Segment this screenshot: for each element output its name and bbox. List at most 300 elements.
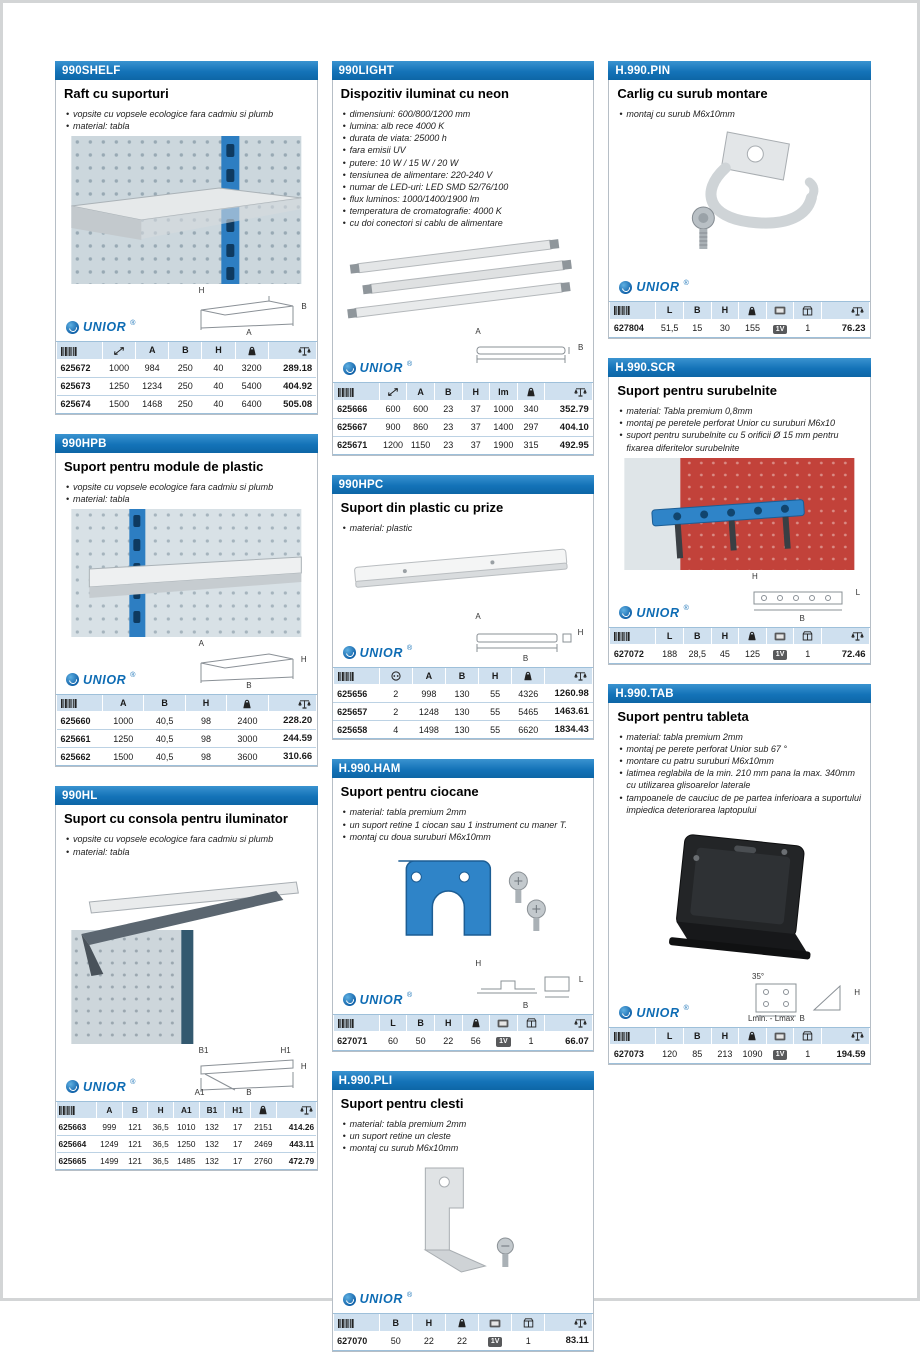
package-icon <box>517 1015 545 1032</box>
spec-value: 22 <box>423 1335 434 1346</box>
spec-value: 3600 <box>237 751 258 762</box>
product-row <box>333 400 593 418</box>
spec-value: 1485 <box>177 1156 196 1167</box>
spec-bullet: • fara emisii UV <box>342 144 586 156</box>
spec-value: 130 <box>445 703 478 721</box>
product-code: 990LIGHT <box>338 65 394 77</box>
spec-value: 2469 <box>250 1136 276 1153</box>
article-code: 625660 <box>57 712 103 730</box>
spec-value: 15 <box>692 323 703 334</box>
price-value: 228.20 <box>268 712 316 730</box>
spec-bullets <box>618 108 862 120</box>
article-code: 625661 <box>57 730 103 748</box>
dimension-label: H <box>198 286 205 296</box>
section-header-bar <box>55 61 318 80</box>
column-header: L <box>656 628 684 645</box>
product-row <box>333 1032 593 1050</box>
scales-icon <box>822 1028 870 1045</box>
spec-value: 600 <box>379 400 407 418</box>
barcode-icon <box>610 302 656 319</box>
section-body <box>608 703 871 1065</box>
spec-value: 36,5 <box>148 1136 174 1153</box>
product-photo <box>64 509 309 637</box>
unior-logo-icon <box>619 1006 632 1019</box>
section-body <box>608 80 871 339</box>
spec-value: 1150 <box>410 440 431 451</box>
registered-trademark: ® <box>406 992 413 1000</box>
spec-value: 98 <box>185 730 226 748</box>
spec-value: 6400 <box>241 399 262 410</box>
dimension-label: H <box>752 571 758 581</box>
column-header: B <box>144 695 185 712</box>
price-value: 76.23 <box>841 322 866 334</box>
price-value: 404.10 <box>545 418 593 436</box>
product-row <box>57 712 317 730</box>
product-photo <box>64 862 309 1044</box>
packaging-unit-icon <box>766 1028 794 1045</box>
column-header: B <box>407 1015 435 1032</box>
dimension-label: H <box>300 1061 307 1071</box>
scales-icon <box>545 1314 593 1331</box>
spec-value: 1249 <box>97 1136 123 1153</box>
barcode-icon <box>333 383 379 400</box>
dimension-diagram <box>748 571 861 623</box>
column-header: H <box>711 628 739 645</box>
dimension-diagram <box>195 638 307 690</box>
dimension-diagram <box>471 611 584 663</box>
article-code: 625663 <box>57 1119 97 1136</box>
barcode-icon <box>57 1102 97 1119</box>
column-header: L <box>379 1015 407 1032</box>
weight-icon <box>739 302 767 319</box>
price-value: 194.59 <box>836 1048 866 1060</box>
unior-logo <box>64 320 135 334</box>
unior-logo <box>64 673 135 687</box>
spec-value: 22 <box>443 1036 454 1047</box>
product-code: H.990.HAM <box>338 763 401 776</box>
unior-logo-icon <box>343 1293 356 1306</box>
section-body <box>608 377 871 665</box>
unior-logo-icon <box>343 362 356 375</box>
unior-logo-text: UNIOR <box>83 672 127 687</box>
product-row <box>57 730 317 748</box>
unior-logo <box>341 361 412 375</box>
spec-value: 45 <box>719 649 730 660</box>
price-value: 1463.61 <box>545 703 593 721</box>
section-body <box>55 805 318 1171</box>
price-value: 505.08 <box>283 398 313 410</box>
dimension-label: L <box>855 587 861 597</box>
column-middle <box>332 61 595 1352</box>
weight-icon <box>235 342 268 359</box>
spec-bullet: • temperatura de cromatografie: 4000 K <box>342 205 586 217</box>
section-h990tab <box>608 684 871 1065</box>
article-code: 627071 <box>337 1036 368 1047</box>
spec-bullet: • montaj cu surub M6x10mm <box>342 1142 586 1154</box>
spec-value: 121 <box>122 1119 148 1136</box>
column-left <box>55 61 318 1171</box>
weight-icon <box>445 1314 478 1331</box>
package-icon <box>794 1028 822 1045</box>
spec-value: 1499 <box>100 1156 119 1167</box>
price-value: 443.11 <box>276 1136 316 1153</box>
spec-value: 40 <box>202 359 235 377</box>
registered-trademark: ® <box>683 605 689 613</box>
packaging-type-badge: 1V <box>773 325 788 335</box>
scales-icon <box>545 383 593 400</box>
product-title: Suport pentru clesti <box>340 1095 464 1111</box>
ruler-icon <box>103 342 136 359</box>
spec-value: 6620 <box>518 724 539 735</box>
unior-logo-text: UNIOR <box>636 280 680 295</box>
spec-bullet: • material: tabla <box>65 846 309 858</box>
column-header: B <box>683 628 711 645</box>
section-body <box>55 453 318 768</box>
column-header: B <box>122 1102 148 1119</box>
column-header: H <box>412 1314 445 1331</box>
dimension-diagram <box>748 971 861 1023</box>
spec-value: 1250 <box>103 377 136 395</box>
product-row <box>57 1119 317 1136</box>
price-value: 472.79 <box>288 1156 315 1167</box>
spec-value: 315 <box>523 440 539 451</box>
spec-bullet: • material: tabla <box>65 493 309 505</box>
spec-value: 23 <box>443 440 454 451</box>
spec-value: 297 <box>517 418 545 436</box>
article-code: 625657 <box>333 703 379 721</box>
spec-value <box>766 319 794 337</box>
section-h990ham <box>332 759 595 1052</box>
product-table <box>56 694 317 767</box>
section-body <box>332 1090 595 1352</box>
product-table <box>609 301 870 338</box>
section-990shelf <box>55 61 318 415</box>
product-code: 990HPB <box>62 437 107 450</box>
product-row <box>333 436 593 454</box>
dimension-label: A <box>246 328 252 338</box>
spec-bullet: • latimea reglabila de la min. 210 mm pana la max. 340mm cu utilizarea glisoarelor laterale <box>618 767 862 791</box>
column-header: lm <box>490 383 518 400</box>
section-header-bar <box>55 434 318 453</box>
unior-logo-icon <box>66 321 79 334</box>
dimension-diagram <box>471 329 583 375</box>
article-code: 627073 <box>613 1049 644 1060</box>
article-code: 625664 <box>57 1136 97 1153</box>
unior-logo-icon <box>66 1080 79 1093</box>
spec-value: 23 <box>434 400 462 418</box>
spec-value: 1248 <box>412 703 445 721</box>
product-row <box>333 703 593 721</box>
spec-value: 23 <box>434 418 462 436</box>
package-icon <box>512 1314 545 1331</box>
section-header-bar <box>332 475 595 494</box>
registered-trademark: ® <box>406 645 413 653</box>
unior-logo-text: UNIOR <box>83 320 127 335</box>
spec-value: 40,5 <box>144 730 185 748</box>
spec-value: 132 <box>205 1156 219 1167</box>
column-header: B1 <box>199 1102 225 1119</box>
product-photo <box>617 458 862 570</box>
spec-value: 130 <box>445 685 478 703</box>
product-table <box>609 627 870 664</box>
price-value: 72.46 <box>841 648 866 660</box>
scales-icon <box>268 695 316 712</box>
dimension-label: H <box>300 654 307 664</box>
column-header: H <box>711 302 739 319</box>
spec-bullet: • vopsite cu vopsele ecologice fara cadmiu si plumb <box>65 481 309 493</box>
product-title: Suport pentru tableta <box>617 708 749 724</box>
spec-bullet: • suport pentru surubelnite cu 5 orificii Ø 15 mm pentru fixarea diferitelor surubelnite <box>618 429 862 453</box>
spec-bullet: • numar de LED-uri: LED SMD 52/76/100 <box>342 181 586 193</box>
product-row <box>610 319 870 337</box>
spec-bullet: • cu doi conectori si cablu de alimentare <box>342 217 586 229</box>
spec-value: 1234 <box>136 377 169 395</box>
spec-value: 1250 <box>173 1136 199 1153</box>
column-header: A <box>412 668 445 685</box>
price-value: 244.59 <box>268 730 316 748</box>
price-value: 83.11 <box>565 1335 589 1347</box>
product-table <box>333 667 594 740</box>
column-header: A <box>407 383 435 400</box>
spec-bullet: • flux luminos: 1000/1400/1900 lm <box>342 193 586 205</box>
unior-logo-text: UNIOR <box>636 1005 680 1020</box>
spec-value: 121 <box>122 1136 148 1153</box>
price-value: 404.92 <box>268 377 316 395</box>
product-table <box>609 1027 870 1064</box>
spec-value: 2400 <box>227 712 268 730</box>
column-header: H <box>148 1102 174 1119</box>
dimension-label: B <box>522 1000 529 1010</box>
spec-value: 40 <box>213 399 224 410</box>
section-990hpb <box>55 434 318 768</box>
product-row <box>57 748 317 766</box>
product-row <box>333 418 593 436</box>
spec-value: 900 <box>379 418 407 436</box>
ruler-icon <box>379 383 407 400</box>
dimension-label: B <box>799 1013 805 1023</box>
spec-bullet: • dimensiuni: 600/800/1200 mm <box>342 108 586 120</box>
spec-value: 1 <box>525 1335 531 1346</box>
column-header: H <box>479 668 512 685</box>
unior-logo-icon <box>619 281 632 294</box>
spec-value <box>766 1045 794 1063</box>
spec-bullets <box>65 481 309 505</box>
spec-value: 1 <box>805 1049 811 1060</box>
barcode-icon <box>610 628 656 645</box>
packaging-type-badge: 1V <box>488 1337 503 1347</box>
spec-bullet: • tampoanele de cauciuc de pe partea inferioara a suportului impiedica deteriorarea laptopului <box>618 792 862 816</box>
spec-bullet: • un suport retine un cleste <box>342 1130 586 1142</box>
spec-value: 250 <box>169 377 202 395</box>
spec-bullet: • putere: 10 W / 15 W / 20 W <box>342 157 586 169</box>
unior-logo <box>617 606 688 620</box>
spec-value: 1090 <box>742 1049 763 1060</box>
spec-bullet: • montaj pe perete perforat Unior sub 67 ° <box>618 743 862 755</box>
product-photo <box>341 538 586 610</box>
spec-value: 1000 <box>103 359 136 377</box>
spec-bullets <box>342 1118 586 1154</box>
spec-bullet: • material: tabla premium 2mm <box>342 1118 586 1130</box>
dimension-label: B <box>246 1087 252 1097</box>
section-body <box>332 778 595 1052</box>
registered-trademark: ® <box>130 672 136 680</box>
spec-value: 1250 <box>103 730 144 748</box>
package-icon <box>794 628 822 645</box>
spec-value: 17 <box>225 1119 251 1136</box>
price-value: 352.79 <box>545 400 593 418</box>
price-value: 1834.43 <box>554 724 589 736</box>
spec-bullet: • montaj pe peretele perforat Unior cu suruburi M6x10 <box>618 417 862 429</box>
spec-value: 1900 <box>493 440 514 451</box>
unior-logo-icon <box>343 993 356 1006</box>
section-h990pin <box>608 61 871 339</box>
spec-bullet: • tensiunea de alimentare: 220-240 V <box>342 169 586 181</box>
section-header-bar <box>608 61 871 80</box>
scales-icon <box>545 668 593 685</box>
column-header: L <box>656 302 684 319</box>
registered-trademark: ® <box>406 360 413 368</box>
dimension-label: B <box>246 680 252 690</box>
spec-value: 2151 <box>250 1119 276 1136</box>
price-value: 310.66 <box>283 751 313 763</box>
spec-bullets <box>342 806 586 842</box>
product-row <box>57 1136 317 1153</box>
product-code: 990HL <box>62 790 98 803</box>
registered-trademark: ® <box>683 279 689 287</box>
spec-value: 22 <box>456 1335 467 1346</box>
spec-value: 5400 <box>235 377 268 395</box>
packaging-type-badge: 1V <box>773 650 788 660</box>
spec-value: 5465 <box>512 703 545 721</box>
spec-bullets <box>65 833 309 857</box>
spec-value: 30 <box>719 323 730 334</box>
dimension-label: H <box>475 958 482 968</box>
spec-bullet: • lumina: alb rece 4000 K <box>342 120 586 132</box>
product-photo <box>341 233 586 325</box>
product-photo <box>64 136 309 284</box>
spec-value: 2 <box>379 703 412 721</box>
dimension-label: B <box>799 613 805 623</box>
packaging-type-badge: 1V <box>773 1050 788 1060</box>
weight-icon <box>739 1028 767 1045</box>
spec-value: 56 <box>470 1036 481 1047</box>
product-code: H.990.TAB <box>615 687 674 700</box>
spec-value: 55 <box>479 685 512 703</box>
section-body <box>332 494 595 741</box>
spec-value: 37 <box>462 418 490 436</box>
price-value: 414.26 <box>276 1119 316 1136</box>
product-table <box>56 1101 317 1171</box>
unior-logo-icon <box>343 646 356 659</box>
weight-icon <box>512 668 545 685</box>
spec-value: 40 <box>202 377 235 395</box>
article-code: 625656 <box>333 685 379 703</box>
scales-icon <box>545 1015 593 1032</box>
spec-bullets <box>618 731 862 816</box>
registered-trademark: ® <box>406 1291 413 1299</box>
unior-logo-text: UNIOR <box>359 645 403 660</box>
column-header: L <box>656 1028 684 1045</box>
article-code: 625662 <box>60 751 91 762</box>
spec-value: 3000 <box>227 730 268 748</box>
spec-bullets <box>618 405 862 454</box>
unior-logo <box>341 993 412 1007</box>
product-row <box>610 645 870 663</box>
spec-value: 1500 <box>109 399 130 410</box>
unior-logo <box>341 646 412 660</box>
dimension-label: B <box>522 653 529 663</box>
spec-value: 250 <box>169 359 202 377</box>
spec-value: 85 <box>692 1049 703 1060</box>
spec-value: 860 <box>407 418 435 436</box>
spec-value: 600 <box>407 400 435 418</box>
spec-bullet: • durata de viata: 25000 h <box>342 132 586 144</box>
product-title: Carlig cu surub montare <box>617 86 768 101</box>
spec-value: 998 <box>412 685 445 703</box>
spec-value: 121 <box>128 1156 142 1167</box>
dimension-label: 35° <box>752 971 765 981</box>
spec-bullets <box>342 522 586 534</box>
packaging-unit-icon <box>766 302 794 319</box>
article-code: 627070 <box>337 1335 368 1346</box>
product-title: Suport cu consola pentru iluminator <box>64 811 288 827</box>
spec-bullets <box>342 108 586 229</box>
registered-trademark: ® <box>130 1079 136 1087</box>
column-header: B <box>683 302 711 319</box>
article-code: 625674 <box>60 399 91 410</box>
spec-value: 98 <box>185 712 226 730</box>
weight-icon <box>227 695 268 712</box>
socket-icon <box>379 668 412 685</box>
column-header: A <box>136 342 169 359</box>
packaging-unit-icon <box>490 1015 518 1032</box>
column-header: H <box>185 695 226 712</box>
spec-value: 1 <box>805 323 811 334</box>
spec-bullet: • montaj cu doua suruburi M6x10mm <box>342 831 586 843</box>
product-title: Raft cu suporturi <box>64 86 169 101</box>
spec-value: 55 <box>490 724 501 735</box>
dimension-label: Lmin. - Lmax <box>748 1013 795 1023</box>
dimension-label: L <box>578 974 584 984</box>
spec-value: 132 <box>199 1119 225 1136</box>
registered-trademark: ® <box>683 1005 689 1013</box>
weight-icon <box>517 383 545 400</box>
spec-bullet: • montare cu patru suruburi M6x10mm <box>618 755 862 767</box>
spec-value: 36,5 <box>148 1119 174 1136</box>
section-990hpc <box>332 475 595 741</box>
dimension-label: H1 <box>280 1045 291 1055</box>
section-header-bar <box>55 786 318 805</box>
unior-logo-text: UNIOR <box>359 1292 403 1307</box>
column-header: B <box>445 668 478 685</box>
section-header-bar <box>608 358 871 377</box>
spec-bullet: • material: tabla premium 2mm <box>342 806 586 818</box>
scales-icon <box>822 628 870 645</box>
dimension-label: B <box>578 343 584 353</box>
product-code: H.990.PIN <box>615 65 671 77</box>
spec-value <box>490 1032 518 1050</box>
spec-value: 4326 <box>512 685 545 703</box>
spec-value: 37 <box>462 400 490 418</box>
spec-value: 50 <box>390 1335 401 1346</box>
section-body <box>332 80 595 456</box>
unior-logo-icon <box>66 673 79 686</box>
dimension-label: B <box>301 302 307 312</box>
scales-icon <box>268 342 316 359</box>
spec-value: 132 <box>199 1136 225 1153</box>
column-header: B <box>379 1314 412 1331</box>
product-photo <box>617 820 862 970</box>
